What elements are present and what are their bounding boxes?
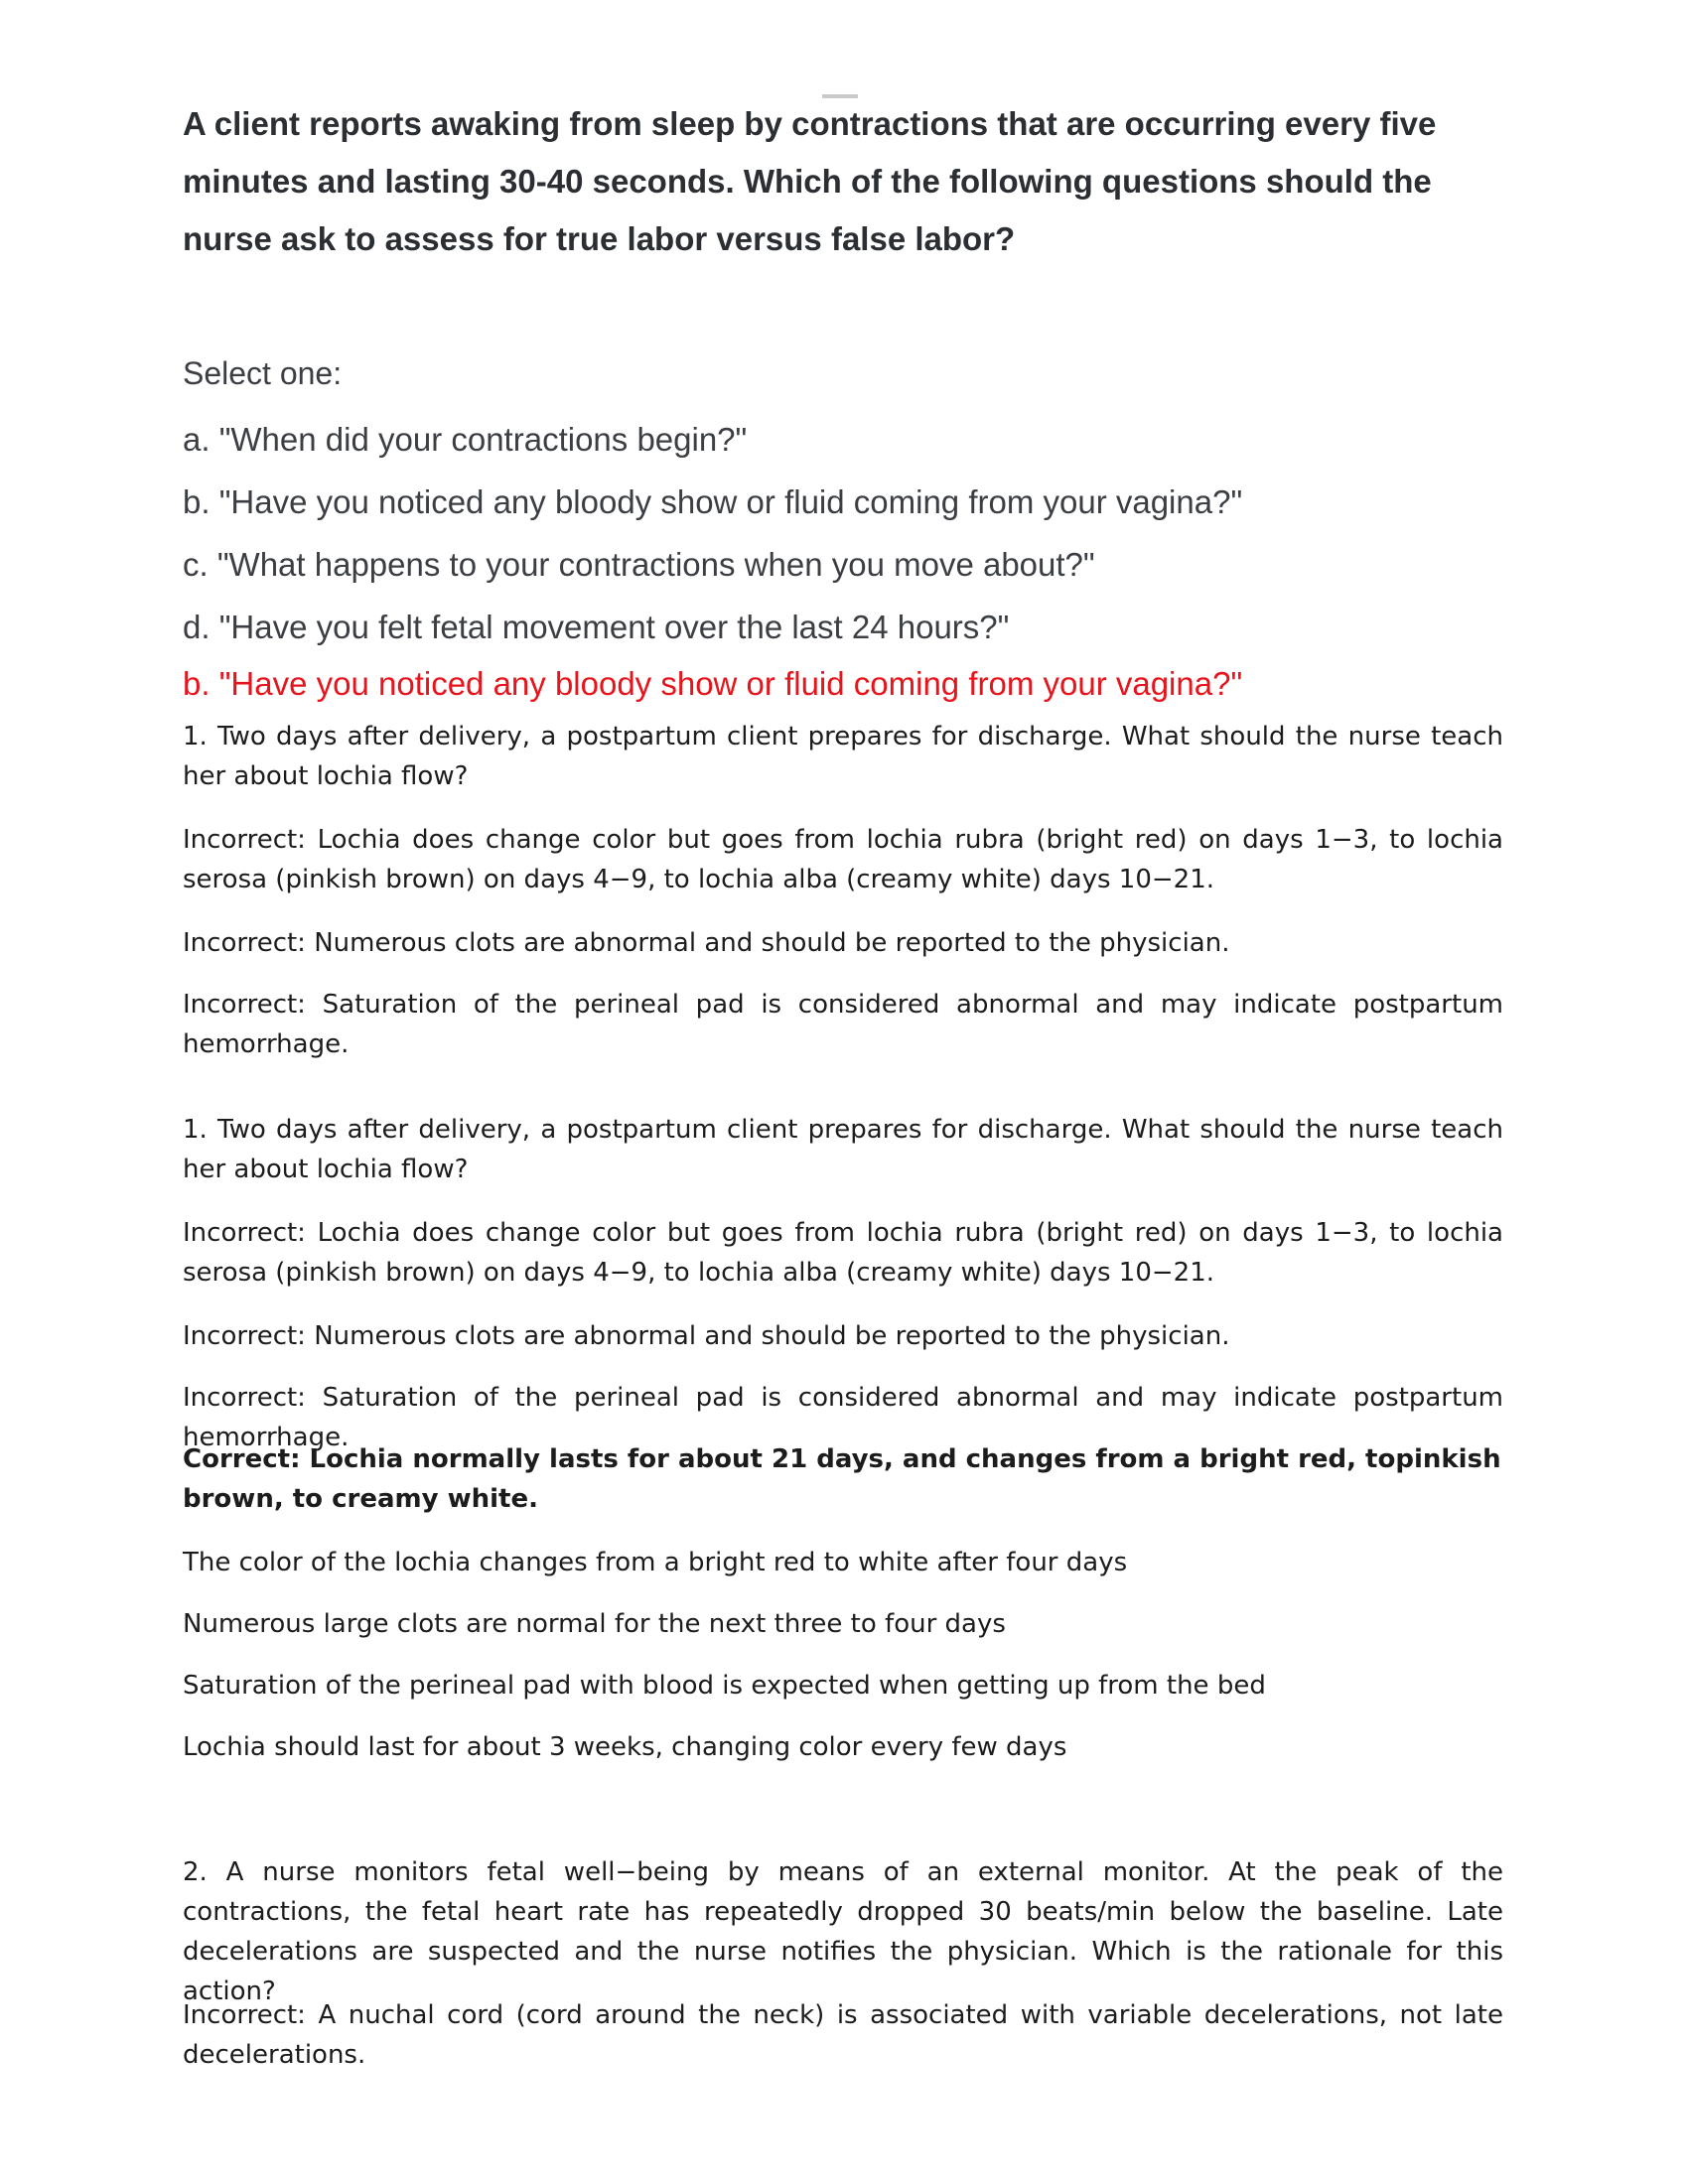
block2-rationale-1: Incorrect: Lochia does change color but goes from lochia rubra (bright red) on days 1−3, to lochia serosa (pinkish brown) on days 4−9, to lochia alba (creamy white) days 10−21. [183, 1218, 1503, 1288]
block2-choice-3: Saturation of the perineal pad with blood is expected when getting up from the bed [183, 1671, 1266, 1701]
block2-rationale-2: Incorrect: Numerous clots are abnormal and should be reported to the physician. [183, 1321, 1230, 1351]
block2-choice-1: The color of the lochia changes from a bright red to white after four days [183, 1548, 1128, 1577]
option-b: b. "Have you noticed any bloody show or fluid coming from your vagina?" [183, 483, 1243, 520]
block2-question: 1. Two days after delivery, a postpartum client prepares for discharge. What should the nurse teach her about lochia flow? [183, 1115, 1503, 1184]
select-one-label: Select one: [183, 355, 343, 391]
block3-question: 2. A nurse monitors fetal well−being by means of an external monitor. At the peak of the contractions, the fetal heart rate has repeatedly dropped 30 beats/min below the baseline. Late decelerations are suspected and the nurse notifies the physician. Which is the rationale for this action? [183, 1857, 1503, 2006]
option-d: d. "Have you felt fetal movement over the last 24 hours?" [183, 609, 1010, 645]
block2-choice-2: Numerous large clots are normal for the next three to four days [183, 1609, 1006, 1639]
block1-rationale-1: Incorrect: Lochia does change color but goes from lochia rubra (bright red) on days 1−3, to lochia serosa (pinkish brown) on days 4−9, to lochia alba (creamy white) days 10−21. [183, 825, 1503, 894]
block1-rationale-3: Incorrect: Saturation of the perineal pad is considered abnormal and may indicate postpartum hemorrhage. [183, 990, 1503, 1059]
block3-rationale: Incorrect: A nuchal cord (cord around the neck) is associated with variable decelerations, not late decelerations. [183, 2000, 1503, 2070]
block2-rationale-3: Incorrect: Saturation of the perineal pad is considered abnormal and may indicate postpartum hemorrhage. [183, 1383, 1503, 1452]
block2-choice-4: Lochia should last for about 3 weeks, changing color every few days [183, 1732, 1067, 1762]
question-title: A client reports awaking from sleep by contractions that are occurring every five minutes and lasting 30-40 seconds. Which of the following questions should the nurse ask to assess for true labor versus false labor? [183, 105, 1437, 257]
block1-rationale-2: Incorrect: Numerous clots are abnormal and should be reported to the physician. [183, 928, 1230, 958]
option-a: a. "When did your contractions begin?" [183, 421, 748, 458]
correct-answer: b. "Have you noticed any bloody show or fluid coming from your vagina?" [183, 665, 1243, 702]
option-c: c. "What happens to your contractions when you move about?" [183, 546, 1095, 583]
block2-correct: Correct: Lochia normally lasts for about 21 days, and changes from a bright red, topinkish brown, to creamy white. [183, 1444, 1501, 1514]
block1-question: 1. Two days after delivery, a postpartum client prepares for discharge. What should the nurse teach her about lochia flow? [183, 722, 1503, 791]
